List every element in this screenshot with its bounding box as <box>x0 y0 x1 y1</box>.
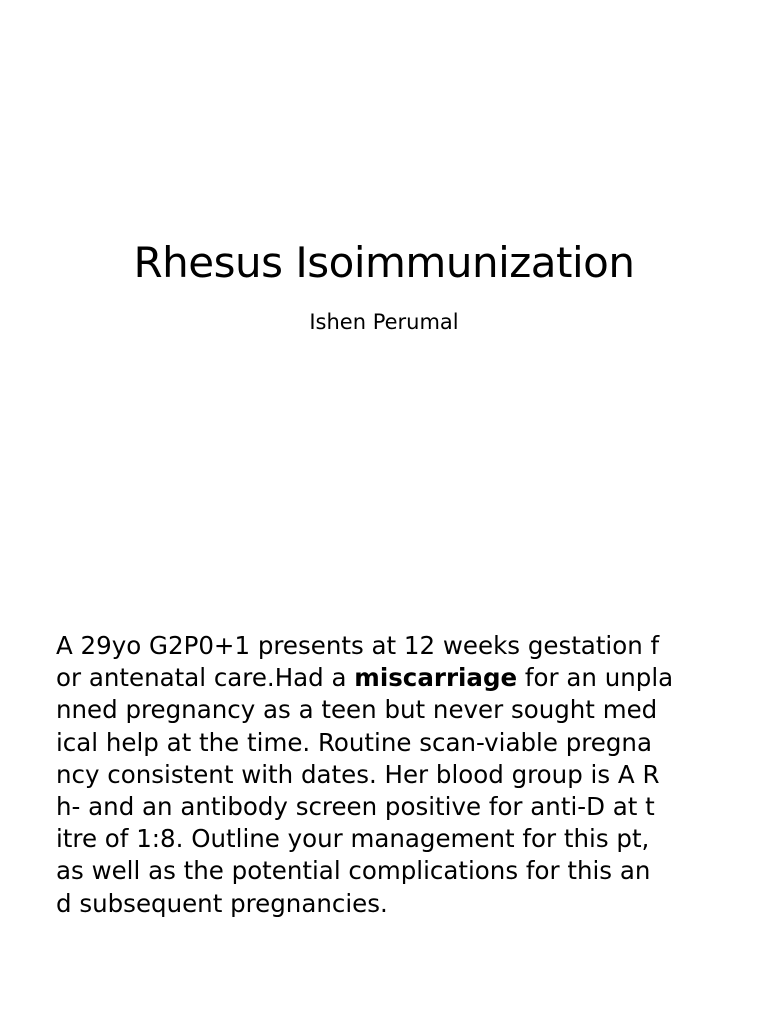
page-title: Rhesus Isoimmunization <box>133 238 635 287</box>
case-line: nned pregnancy as a teen but never sought med <box>56 695 658 725</box>
author-name: Ishen Perumal <box>309 310 459 334</box>
case-line: h- and an antibody screen positive for anti-D at t <box>56 792 655 822</box>
case-line: itre of 1:8. Outline your management for this pt, <box>56 824 650 854</box>
case-line: A 29yo G2P0+1 presents at 12 weeks gestation f <box>56 631 660 660</box>
case-line: as well as the potential complications for this an <box>56 856 651 886</box>
case-line: ical help at the time. Routine scan-viable pregna <box>56 727 652 757</box>
case-line: or antenatal care.Had a miscarriage for an unpla <box>56 663 674 693</box>
title-block <box>0 232 768 336</box>
case-description <box>56 630 716 920</box>
emphasis-miscarriage: miscarriage <box>354 663 518 693</box>
case-line: ncy consistent with dates. Her blood group is A R <box>56 759 660 789</box>
case-line: d subsequent pregnancies. <box>56 888 388 918</box>
